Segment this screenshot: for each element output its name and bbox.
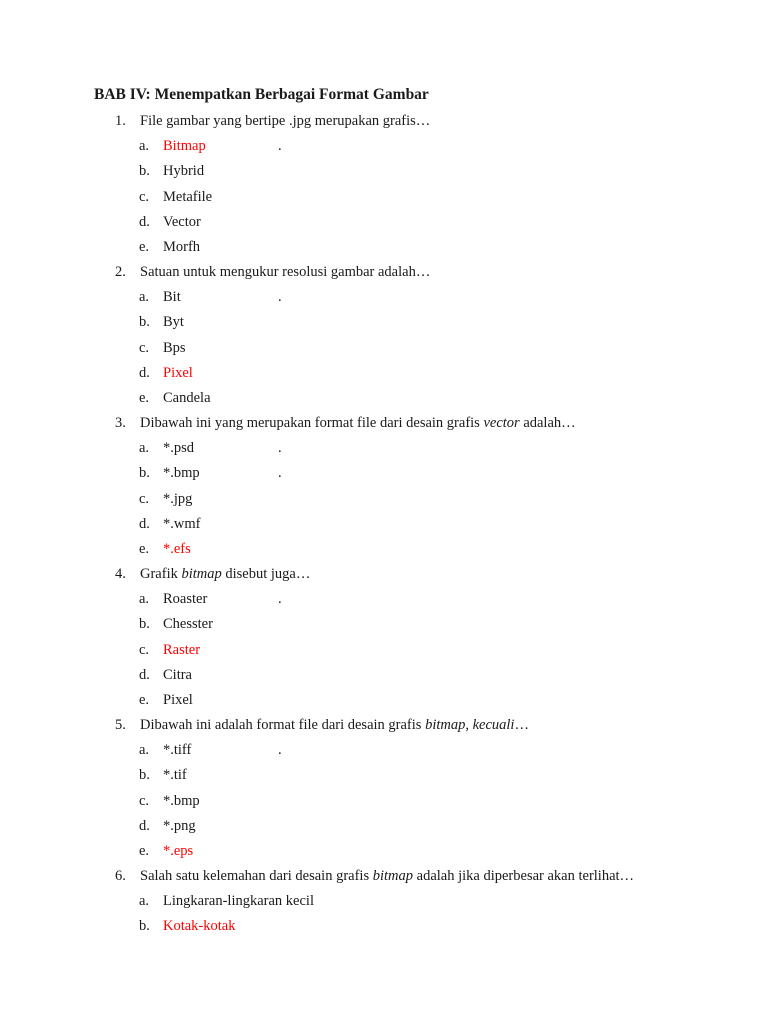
answer-option (139, 340, 186, 357)
option-letter: e. (139, 541, 150, 557)
answer-option (139, 390, 211, 407)
option-letter: a. (139, 742, 150, 759)
option-letter: b. (139, 314, 150, 331)
stray-dot: . (278, 289, 282, 306)
answer-option (139, 138, 206, 155)
option-text: *.bmp (163, 792, 200, 809)
option-letter: d. (139, 364, 150, 381)
option-text: Byt (163, 314, 184, 331)
option-text: Citra (163, 666, 192, 683)
option-text: *.psd (163, 440, 195, 457)
question-text-italic: kecuali (472, 717, 515, 733)
option-text: *.bmp (163, 465, 200, 482)
question-text (140, 566, 310, 582)
option-letter: e. (139, 692, 150, 708)
answer-option (139, 465, 200, 482)
chapter-title: BAB IV: Menempatkan Berbagai Format Gambar (94, 86, 429, 103)
question-text-part: disebut juga… (221, 566, 311, 582)
option-letter: a. (139, 289, 150, 306)
option-letter: b. (139, 767, 150, 784)
option-letter: e. (139, 239, 150, 255)
stray-dot: . (278, 138, 282, 155)
option-text: *.tif (163, 767, 187, 784)
question-text-italic: bitmap (425, 717, 466, 733)
answer-option (139, 667, 192, 684)
question-text (140, 868, 634, 884)
question-text-part: , (465, 717, 473, 733)
option-text: Roaster (163, 591, 208, 608)
correct-answer-text: *.efs (163, 541, 191, 557)
option-text: Morfh (163, 239, 201, 255)
answer-option (139, 742, 191, 759)
option-letter: e. (139, 390, 150, 406)
option-text: Lingkaran-lingkaran kecil (163, 893, 314, 910)
option-letter: b. (139, 163, 150, 180)
question-text-part: … (514, 717, 529, 733)
answer-option (139, 163, 204, 180)
option-text: Hybrid (163, 163, 205, 180)
answer-option (139, 541, 191, 558)
question-5 (115, 717, 529, 734)
question-text-part: Salah satu kelemahan dari desain grafis (140, 868, 373, 884)
question-text-italic: bitmap (181, 566, 222, 582)
question-text-part: adalah… (519, 415, 576, 431)
answer-option (139, 616, 213, 633)
question-number: 6. (115, 868, 126, 884)
answer-option (139, 314, 184, 331)
question-text (140, 113, 430, 129)
question-text-part: adalah jika diperbesar akan terlihat… (413, 868, 635, 884)
question-4 (115, 566, 310, 583)
stray-dot: . (278, 742, 282, 759)
option-text: *.jpg (163, 490, 193, 507)
option-text: Bps (163, 339, 186, 356)
option-letter: b. (139, 465, 150, 482)
correct-answer-text: Kotak-kotak (163, 918, 236, 935)
question-text-part: File gambar yang bertipe .jpg merupakan grafis… (140, 113, 431, 129)
question-text-italic: bitmap (372, 868, 414, 884)
option-letter: d. (139, 817, 150, 834)
option-text: *.wmf (163, 515, 201, 532)
option-text: Candela (163, 390, 211, 406)
question-2 (115, 264, 430, 281)
answer-option (139, 818, 196, 835)
question-6 (115, 868, 634, 885)
question-text (140, 264, 430, 280)
option-text: Bit (163, 289, 181, 306)
correct-answer-text: Pixel (163, 364, 193, 381)
option-letter: b. (139, 616, 150, 633)
question-text-part: Dibawah ini yang merupakan format file dari desain grafis (140, 415, 484, 431)
answer-option (139, 843, 193, 860)
answer-option (139, 289, 181, 306)
answer-option (139, 440, 194, 457)
correct-answer-text: *.eps (163, 843, 194, 859)
question-number: 3. (115, 415, 126, 431)
answer-option (139, 239, 200, 256)
answer-option (139, 214, 201, 231)
answer-option (139, 767, 187, 784)
option-text: Pixel (163, 692, 193, 708)
option-text: *.tiff (163, 742, 192, 759)
answer-option (139, 918, 235, 935)
question-text-part: Satuan untuk mengukur resolusi gambar adalah… (140, 264, 431, 280)
option-letter: a. (139, 138, 150, 155)
option-letter: c. (139, 792, 150, 809)
stray-dot: . (278, 440, 282, 457)
option-letter: d. (139, 213, 150, 230)
question-3 (115, 415, 576, 432)
option-letter: e. (139, 843, 150, 859)
stray-dot: . (278, 591, 282, 608)
question-text (140, 717, 529, 733)
option-letter: c. (139, 188, 150, 205)
question-1 (115, 113, 430, 130)
stray-dot: . (278, 465, 282, 482)
question-number: 2. (115, 264, 126, 280)
option-letter: a. (139, 440, 150, 457)
question-text (140, 415, 576, 431)
option-letter: b. (139, 918, 150, 935)
question-number: 1. (115, 113, 126, 129)
question-number: 5. (115, 717, 126, 733)
option-text: Metafile (163, 188, 213, 205)
answer-option (139, 516, 200, 533)
option-text: Chesster (163, 616, 213, 633)
answer-option (139, 642, 200, 659)
question-number: 4. (115, 566, 126, 582)
answer-option (139, 793, 200, 810)
option-letter: c. (139, 339, 150, 356)
option-letter: a. (139, 591, 150, 608)
answer-option (139, 189, 212, 206)
correct-answer-text: Raster (163, 641, 201, 658)
answer-option (139, 491, 192, 508)
answer-option (139, 365, 193, 382)
question-text-part: Dibawah ini adalah format file dari desain grafis (140, 717, 426, 733)
answer-option (139, 692, 193, 709)
correct-answer-text: Bitmap (163, 138, 206, 155)
question-text-italic: vector (483, 415, 520, 431)
option-letter: c. (139, 490, 150, 507)
option-letter: d. (139, 666, 150, 683)
answer-option (139, 893, 314, 910)
option-letter: a. (139, 893, 150, 910)
option-letter: d. (139, 515, 150, 532)
option-text: *.png (163, 817, 196, 834)
option-letter: c. (139, 641, 150, 658)
option-text: Vector (163, 213, 201, 230)
question-text-part: Grafik (140, 566, 182, 582)
answer-option (139, 591, 207, 608)
